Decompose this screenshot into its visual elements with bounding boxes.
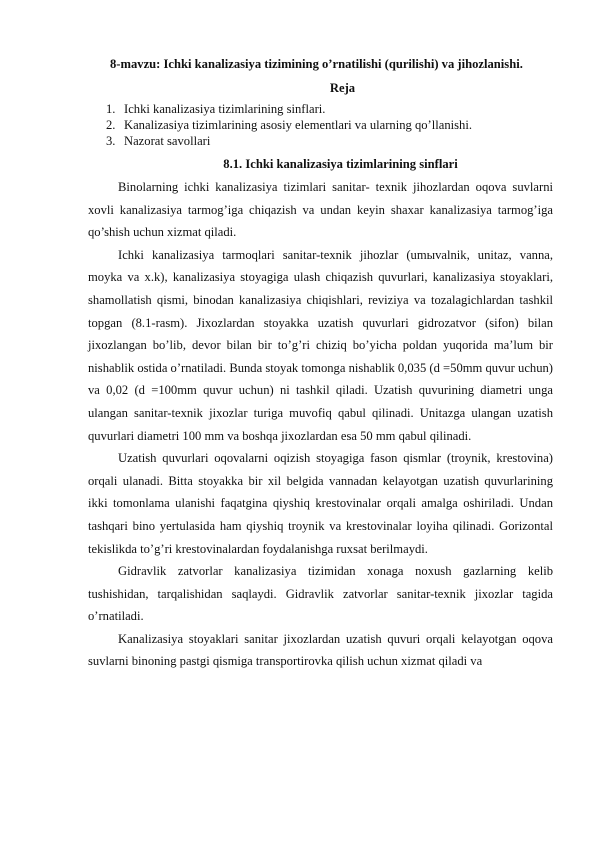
plan-heading: Reja [329,81,356,95]
plan-item-text: Kanalizasiya tizimlarining asosiy elementlari va ularning qo’llanishi. [124,118,472,132]
plan-item-number: 2. [106,118,116,132]
plan-item-text: Nazorat savollari [124,134,211,148]
document-title: 8-mavzu: Ichki kanalizasiya tizimining o’rnatilishi (qurilishi) va jihozlanishi. [110,57,523,71]
plan-list [88,101,553,149]
body-paragraph: Ichki kanalizasiya tarmoqlari sanitar-texnik jihozlar (umыvalnik, unitaz, vanna, moyka va x.k), kanalizasiya stoyagiga ulash chiqazish quvurlari, kanalizasiya stoyaklari, shamollatish qismi, binodan kanalizasiya chiqishlari, reviziya va tozalagichlardan tashkil topgan (8.1-rasm). Jixozlardan stoyakka uzatish quvurlari gidrozatvor (sifon) bilan jixozlangan bo’lib, devor bilan bir to’g’ri chiziq bo’yicha poldan yuqorida ma’lum bir nishablik ostida o’rnatiladi. Bunda stoyak tomonga nishablik 0,035 (d =50mm quvur uchun) va 0,02 (d =100mm quvur uchun) ni tashkil qiladi. Uzatish quvurining diametri unga ulangan sanitar-texnik jixozlar turiga muvofiq qabul qilinadi. Unitazga ulangan uzatish quvurlari diametri 100 mm va boshqa jixozlardan esa 50 mm qabul qilinadi. [88,247,553,443]
plan-item-number: 1. [106,102,116,116]
plan-item [88,117,553,133]
plan-item [88,133,553,149]
plan-item-text: Ichki kanalizasiya tizimlarining sinflari. [124,102,326,116]
plan-item [88,101,553,117]
section-heading: 8.1. Ichki kanalizasiya tizimlarining sinflari [223,157,458,171]
body-paragraph: Uzatish quvurlari oqovalarni oqizish stoyagiga fason qismlar (troynik, krestovina) orqali ulanadi. Bitta stoyakka bir xil belgida vannadan kelayotgan uzatish quvurlarining ikki tomonlama ulanishi faqatgina qiyshiq krestovinalar orqali amalga oshiriladi. Undan tashqari bino yertulasida ham qiyshiq troynik va krestovinalar loyiha qilinadi. Gorizontal tekislikda to’g’ri krestovinalardan foydalanishga ruxsat berilmaydi. [88,451,553,556]
plan-item-number: 3. [106,134,116,148]
body-paragraph: Kanalizasiya stoyaklari sanitar jixozlardan uzatish quvuri orqali kelayotgan oqova suvlarni binoning pastgi qismiga transportirovka qilish uchun xizmat qiladi va [88,631,553,669]
body-paragraph: Binolarning ichki kanalizasiya tizimlari sanitar- texnik jihozlardan oqova suvlarni xovli kanalizasiya tarmog’iga chiqazish va undan keyin shaxar kanalizasiya tarmog’iga qo’shish uchun xizmat qiladi. [88,180,553,240]
body-paragraph: Gidravlik zatvorlar kanalizasiya tizimidan xonaga noxush gazlarning kelib tushishidan, tarqalishidan saqlaydi. Gidravlik zatvorlar sanitar-texnik jixozlar tagida o’rnatiladi. [88,564,553,624]
